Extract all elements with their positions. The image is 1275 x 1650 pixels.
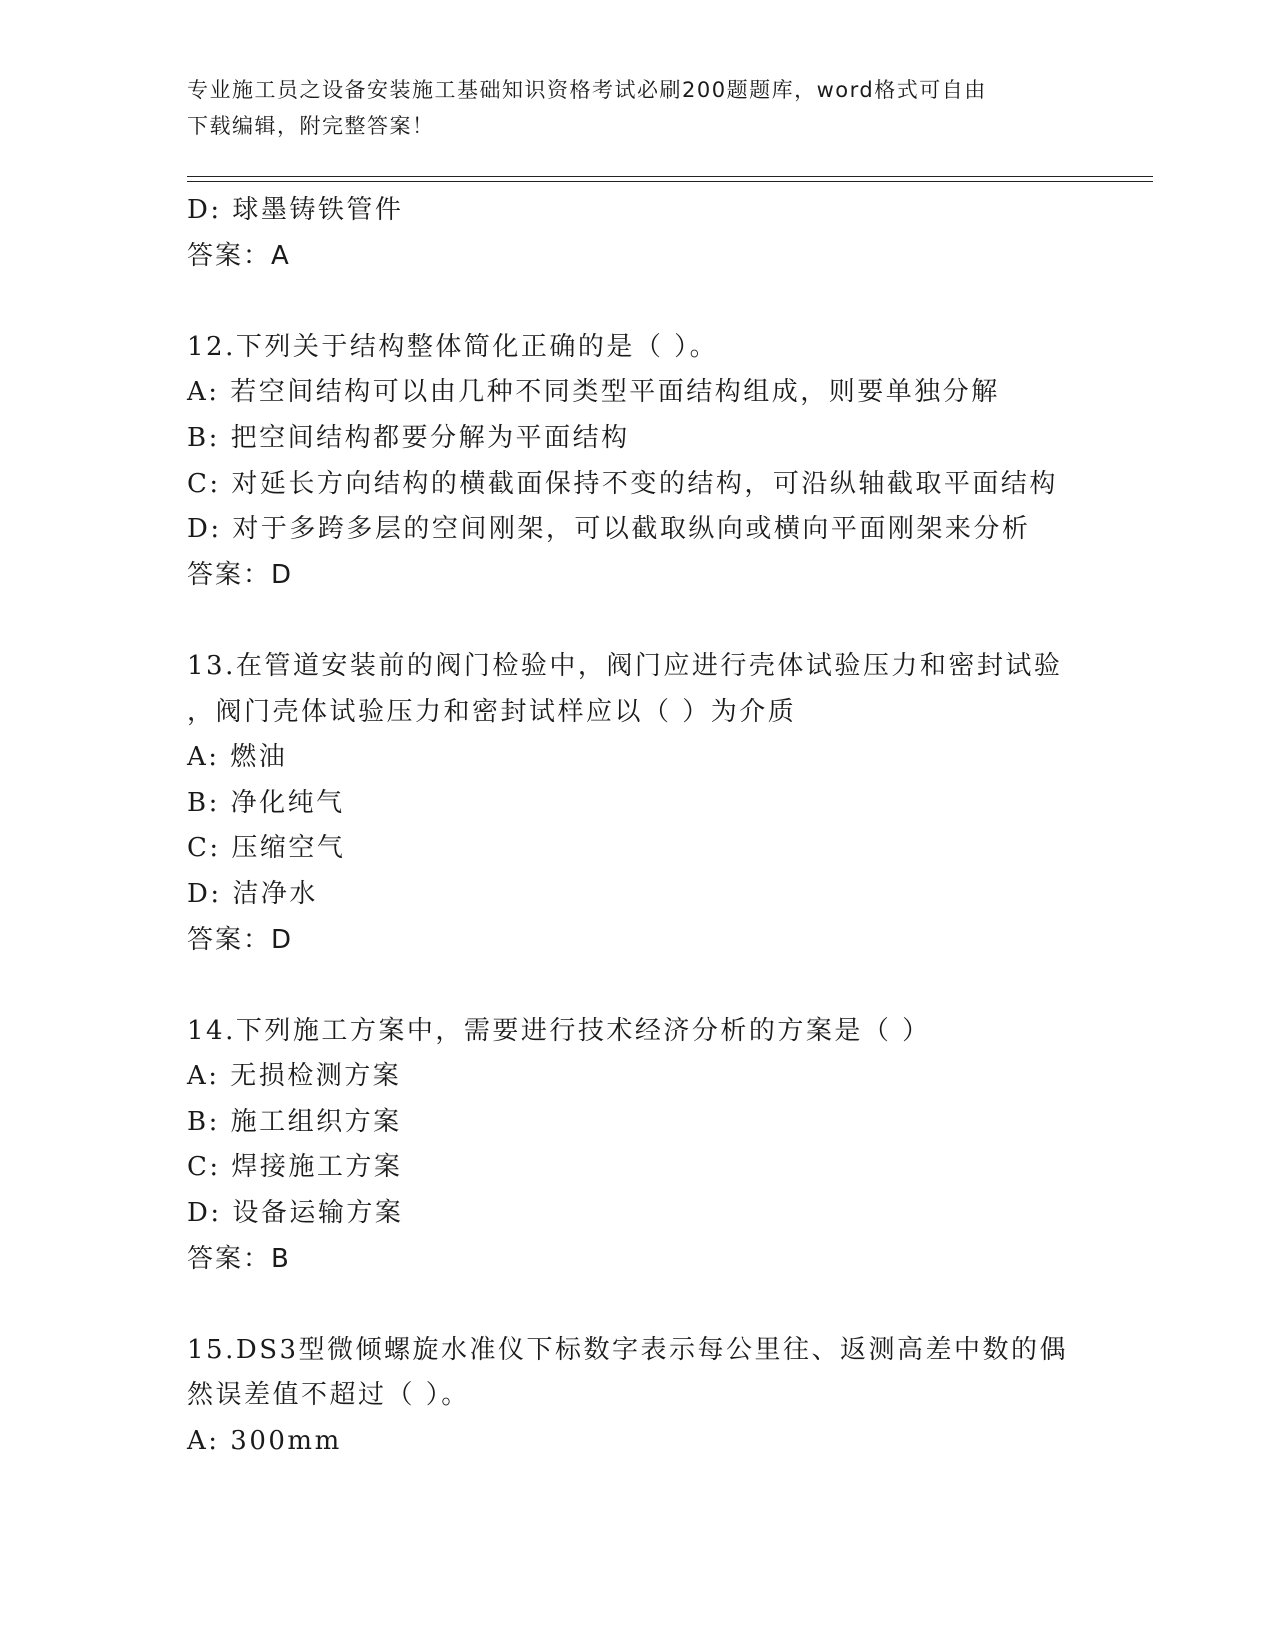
question-stem: 15.DS3型微倾螺旋水准仪下标数字表示每公里往、返测高差中数的偶	[187, 1334, 1069, 1365]
spacer	[187, 279, 1147, 325]
question-stem: 13.在管道安装前的阀门检验中，阀门应进行壳体试验压力和密封试验	[187, 650, 1063, 681]
option-d: D: 对于多跨多层的空间刚架，可以截取纵向或横向平面刚架来分析	[187, 514, 1031, 545]
question-stem: 14.下列施工方案中，需要进行技术经济分析的方案是（ ）	[187, 1015, 931, 1046]
option-a: A: 燃油	[187, 742, 288, 773]
answer: 答案：D	[187, 559, 294, 590]
option-a: A: 若空间结构可以由几种不同类型平面结构组成，则要单独分解	[187, 377, 1000, 408]
question-14	[187, 1009, 1147, 1283]
option-d: D: 设备运输方案	[187, 1198, 404, 1229]
header-line-2: 下载编辑，附完整答案！	[187, 114, 435, 138]
spacer	[187, 963, 1147, 1009]
question-stem-continued: 然误差值不超过（ ）。	[187, 1380, 470, 1411]
question-12	[187, 325, 1147, 599]
option-a: A: 无损检测方案	[187, 1061, 402, 1092]
header-divider-top	[187, 176, 1153, 177]
question-stem-continued: ，阀门壳体试验压力和密封试样应以（ ）为介质	[187, 696, 797, 727]
document-header	[187, 72, 1067, 144]
option-b: B: 把空间结构都要分解为平面结构	[187, 422, 630, 453]
spacer	[187, 1282, 1147, 1328]
question-13	[187, 644, 1147, 963]
document-body	[187, 188, 1147, 1465]
option-b: B: 净化纯气	[187, 787, 345, 818]
option-a: A: 300mm	[187, 1426, 342, 1457]
option-d: D: 球墨铸铁管件	[187, 195, 404, 225]
option-d: D: 洁净水	[187, 878, 318, 909]
answer: 答案：A	[187, 240, 291, 271]
option-c: C: 对延长方向结构的横截面保持不变的结构，可沿纵轴截取平面结构	[187, 468, 1058, 499]
option-b: B: 施工组织方案	[187, 1106, 402, 1137]
question-stem: 12.下列关于结构整体简化正确的是（ ）。	[187, 331, 719, 362]
question-15	[187, 1328, 1147, 1465]
header-divider-bottom	[187, 181, 1153, 182]
option-c: C: 压缩空气	[187, 833, 346, 864]
answer: 答案：D	[187, 924, 294, 955]
header-line-1: 专业施工员之设备安装施工基础知识资格考试必刷200题题库，word格式可自由	[187, 78, 987, 102]
spacer	[187, 598, 1147, 644]
answer: 答案：B	[187, 1243, 291, 1274]
option-c: C: 焊接施工方案	[187, 1152, 403, 1183]
